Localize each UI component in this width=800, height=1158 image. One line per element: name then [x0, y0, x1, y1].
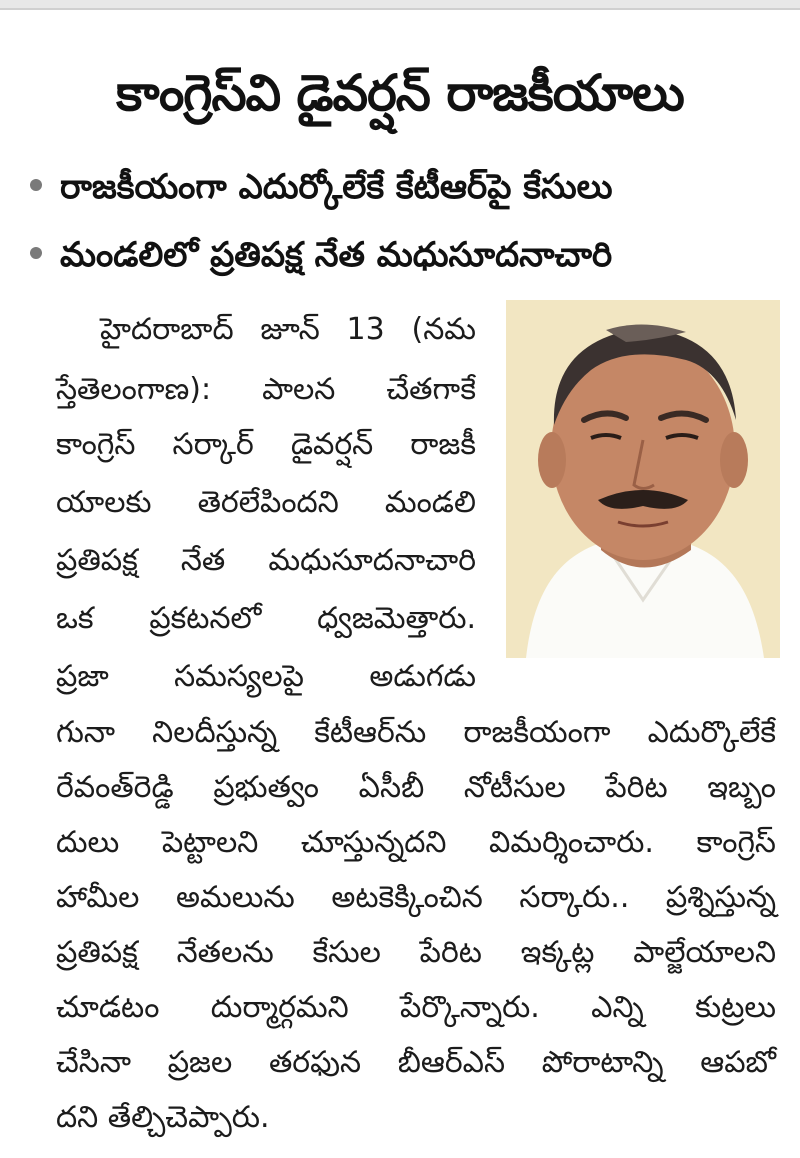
- body-line: ప్రతిపక్ష నేతలను కేసుల పేరిట ఇక్కట్ల పాల్జేయాలని: [56, 935, 776, 970]
- body-line: చూడటం దుర్మార్గమని పేర్కొన్నారు. ఎన్ని కుట్రలు: [56, 990, 776, 1025]
- subhead-2-text: మండలిలో ప్రతిపక్ష నేత మధుసూదనాచారి: [60, 235, 613, 275]
- bullet-dot: [30, 179, 42, 191]
- portrait-photo: [506, 300, 780, 658]
- body-line: దని తేల్చిచెప్పారు.: [56, 1100, 270, 1135]
- headline: కాంగ్రెస్‌వి డైవర్షన్ రాజకీయాలు: [116, 64, 684, 122]
- top-rule: [0, 0, 800, 10]
- body-line: రేవంత్‌రెడ్డి ప్రభుత్వం ఏసీబీ నోటీసుల పేరిట ఇబ్బం: [56, 770, 776, 805]
- body-line: దులు పెట్టాలని చూస్తున్నదని విమర్శించారు. కాంగ్రెస్: [56, 825, 776, 860]
- bullet-dot: [30, 247, 42, 259]
- body-line: హామీల అమలును అటకెక్కించిన సర్కారు.. ప్రశ్నిస్తున్న: [56, 880, 776, 915]
- body-line: కాంగ్రెస్ సర్కార్ డైవర్షన్ రాజకీ: [56, 427, 476, 462]
- body-line: ప్రతిపక్ష నేత మధుసూదనాచారి: [56, 543, 476, 578]
- portrait-illustration: [506, 300, 780, 658]
- body-line: చేసినా ప్రజల తరఫున బీఆర్‌ఎస్ పోరాటాన్ని ఆపబో: [56, 1045, 776, 1080]
- body-line: ప్రజా సమస్యలపై అడుగడు: [56, 659, 476, 694]
- body-line: హైదరాబాద్ జూన్ 13 (నమ: [100, 312, 476, 347]
- body-line: స్తేతెలంగాణ): పాలన చేతగాకే: [56, 372, 476, 407]
- subhead-1: [30, 162, 770, 212]
- body-line: ఒక ప్రకటనలో ధ్వజమెత్తారు.: [56, 601, 476, 636]
- body-line: యాలకు తెరలేపిందని మండలి: [56, 485, 476, 520]
- subhead-2: [30, 230, 770, 280]
- body-line: గునా నిలదీస్తున్న కేటీఆర్‌ను రాజకీయంగా ఎదుర్కొలేకే: [56, 715, 776, 750]
- subhead-1-text: రాజకీయంగా ఎదుర్కోలేకే కేటీఆర్‌పై కేసులు: [60, 167, 613, 207]
